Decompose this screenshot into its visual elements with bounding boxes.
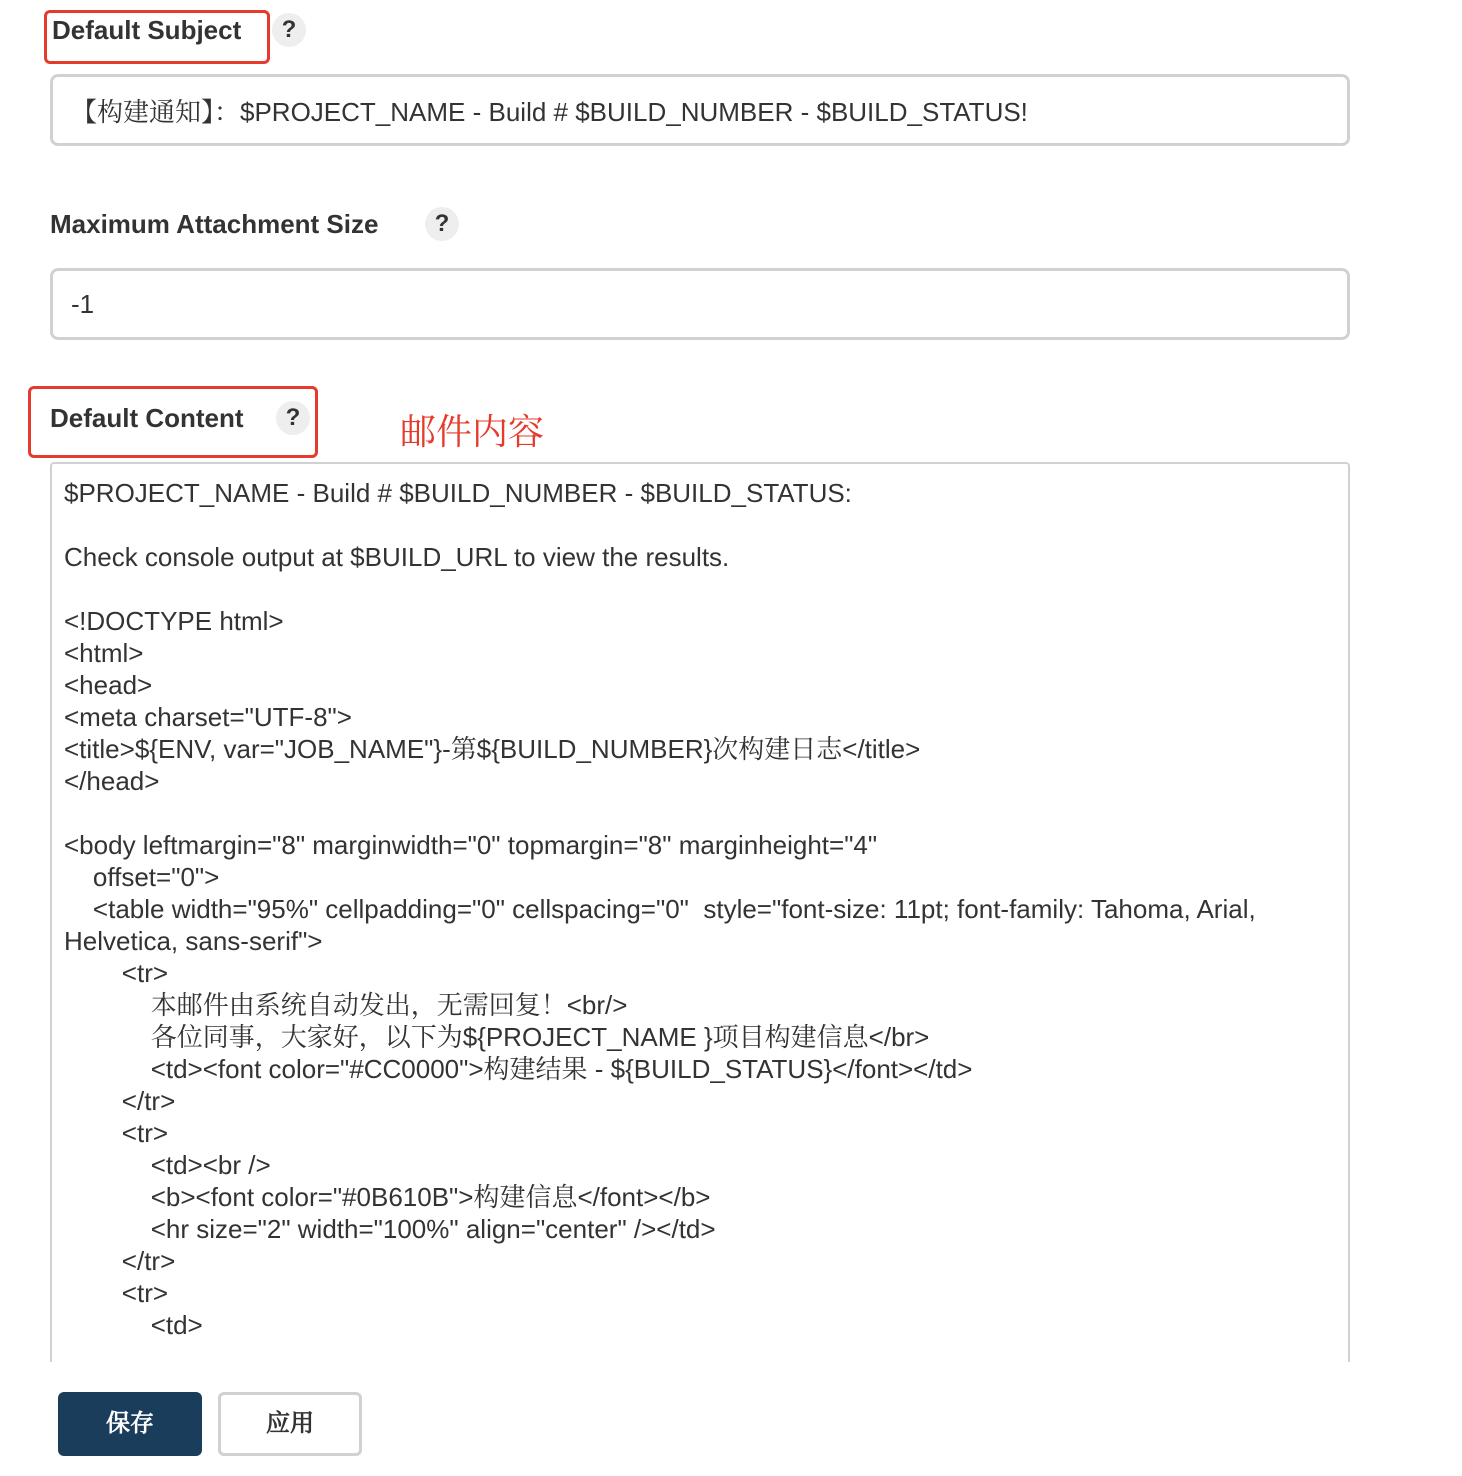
mail-content-annotation: 邮件内容	[400, 411, 545, 452]
max-attachment-size-help-icon[interactable]: ?	[425, 207, 459, 241]
default-subject-input[interactable]	[50, 74, 1350, 146]
default-subject-label: Default Subject	[52, 15, 242, 45]
max-attachment-size-label: Maximum Attachment Size	[50, 209, 379, 239]
default-content-help-icon[interactable]: ?	[276, 401, 310, 435]
apply-button[interactable]: 应用	[218, 1392, 362, 1456]
default-content-label: Default Content	[50, 403, 244, 433]
default-content-textarea[interactable]	[50, 462, 1350, 1362]
default-content-text: $PROJECT_NAME - Build # $BUILD_NUMBER - $BUILD_STATUS: Check console output at $BUILD_URL to view the results. <!DOCTYPE html> <html> <head> <meta charset="UTF-8"> <title>${ENV, var="JOB_NAME"}-第${BUILD_NUMBER}次构建日志</title> </head> <body leftmargin="8" marginwidth="0" topmargin="8" marginheight="4" offset="0"> <table width="95%" cellpadding="0" cellspacing="0" style="font-size: 11pt; font-family: Tahoma, Arial, Helvetica, sans-serif"> <tr> 本邮件由系统自动发出，无需回复！<br/> 各位同事，大家好，以下为${PROJECT_NAME }项目构建信息</br> <td><font color="#CC0000">构建结果 - ${BUILD_STATUS}</font></td> </tr> <tr> <td><br /> <b><font color="#0B610B">构建信息</font></b> <hr size="2" width="100%" align="center" /></td> </tr> <tr> <td>	[64, 478, 1256, 1340]
max-attachment-size-input[interactable]	[50, 268, 1350, 340]
default-subject-help-icon[interactable]: ?	[272, 13, 306, 47]
save-button[interactable]: 保存	[58, 1392, 202, 1456]
